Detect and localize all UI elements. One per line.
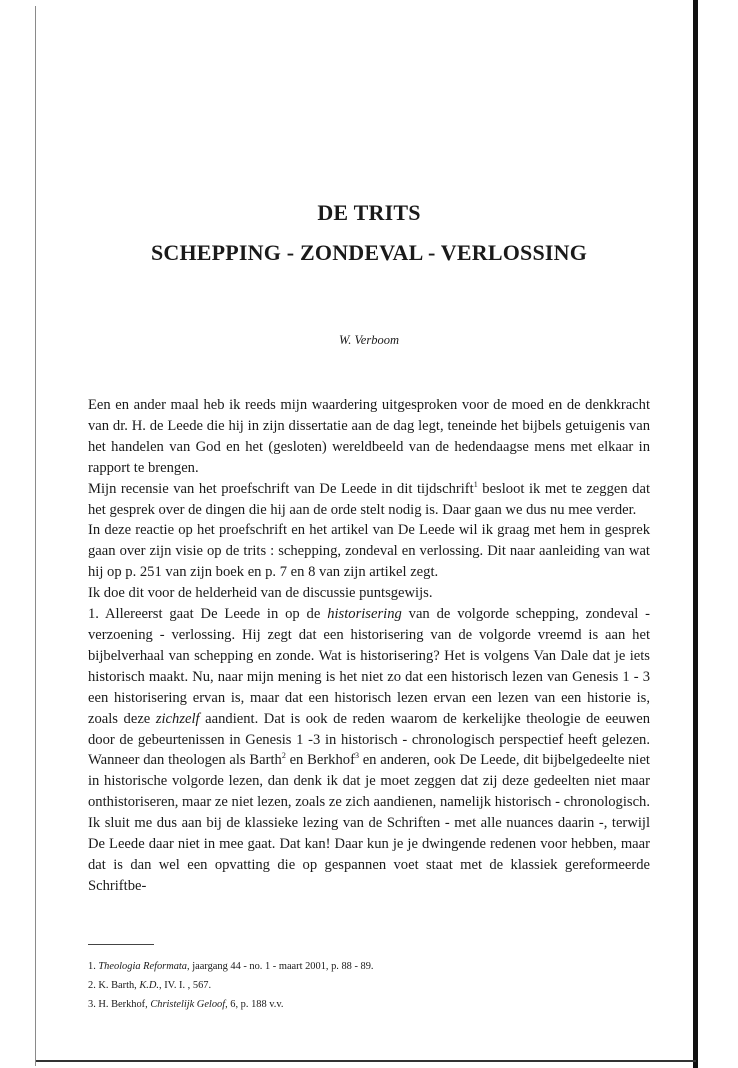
footnote-ref-3: 3	[354, 751, 359, 761]
title-line-2: SCHEPPING - ZONDEVAL - VERLOSSING	[150, 240, 588, 265]
paragraph-text: Mijn recensie van het proefschrift van De Leede in dit tijdschrift	[88, 480, 474, 497]
footnote-title: Theologia Reformata	[98, 961, 187, 972]
paragraph-text: Ik doe dit voor de helderheid van de discussie puntsgewijs.	[88, 585, 433, 602]
paragraph-text: 1. Allereerst gaat De Leede in op de	[88, 606, 328, 623]
paragraph-text: In deze reactie op het proefschrift en het artikel van De Leede wil ik graag met hem in gesprek gaan over zijn visie op de trits : schepping, zondeval en verlossing. Dit naar aanleiding van wat hij op p. 251 van zijn boek en p. 7 en 8 van zijn artikel zegt.	[88, 522, 650, 581]
paragraph-4	[88, 583, 650, 604]
paragraph-5	[88, 604, 650, 897]
footnote-ref-2: 2	[281, 751, 286, 761]
footnote-number: 2.	[88, 980, 99, 991]
footnote-title: Christelijk Geloof	[150, 999, 226, 1010]
footnote-text: , 6, p. 188 v.v.	[225, 999, 284, 1010]
article-body	[88, 395, 650, 897]
footnote-divider	[88, 944, 154, 945]
paragraph-text: van de volgorde schepping, zondeval - verzoening - verlossing. Hij zegt dat een historisering van de volgorde vreemd is aan het bijbelverhaal van schepping en zonde. Wat is historisering? Het is volgens Van Dale dat je iets historisch maakt. Nu, naar mijn mening is het niet zo dat een historisch lezen van Genesis 1 - 3 een historisering ervan is, maar dat een historisch lezen ervan een lezen van een historie is, zoals deze	[88, 606, 650, 727]
emphasis-historisering: historisering	[327, 606, 402, 623]
footnotes	[88, 957, 648, 1014]
author-name: W. Verboom	[339, 333, 399, 347]
paragraph-text: en anderen, ook De Leede, dit bijbelgedeelte niet in historische volgorde lezen, dan denk ik dat je moet zeggen dat zij deze gedeelten niet maar onthistoriseren, maar ze niet lezen, zoals ze zich aandienen, namelijk historisch - chronologisch. Ik sluit me dus aan bij de klassieke lezing van de Schriften - met alle nuances daarin -, terwijl De Leede daar niet in mee gaat. Dat kan! Daar kun je je dwingende redenen voor hebben, maar dat is dan wel een opvatting die op gespannen voet staat met de klassiek gereformeerde Schriftbe-	[88, 752, 650, 894]
footnote-2	[88, 976, 648, 995]
scan-edge-left	[35, 6, 36, 1066]
paragraph-1	[88, 395, 650, 479]
footnote-3	[88, 995, 648, 1014]
footnote-number: 3.	[88, 999, 99, 1010]
title-line-1: DE TRITS	[317, 200, 421, 225]
footnote-text: , jaargang 44 - no. 1 - maart 2001, p. 88 - 89.	[187, 961, 374, 972]
emphasis-zichzelf: zichzelf	[155, 710, 200, 727]
paragraph-3	[88, 520, 650, 583]
paragraph-text: aandient. Dat is ook de reden waarom de kerkelijke theologie de eeuwen door de gebeurtenissen in Genesis 1 -3 in historisch - chronologisch perspectief heeft gelezen. Wanneer dan theologen als Barth	[88, 710, 650, 769]
footnote-author: K. Barth,	[98, 980, 140, 991]
footnote-author: H. Berkhof,	[98, 999, 151, 1010]
scan-edge-bottom	[36, 1060, 696, 1062]
footnote-number: 1.	[88, 961, 99, 972]
paragraph-text: en Berkhof	[285, 752, 355, 769]
footnote-ref-1: 1	[473, 479, 478, 489]
footnote-1	[88, 957, 648, 976]
footnote-text: , IV. I. , 567.	[159, 980, 212, 991]
paragraph-2	[88, 479, 650, 521]
footnote-title: K.D.	[139, 980, 160, 991]
paragraph-text: besloot ik met te zeggen dat het gesprek over de dingen die hij aan de orde stelt nodig is. Daar gaan we dus nu mee verder.	[88, 480, 651, 518]
paragraph-text: Een en ander maal heb ik reeds mijn waardering uitgesproken voor de moed en de denkkracht van dr. H. de Leede die hij in zijn dissertatie aan de dag legt, teneinde het bijbels getuigenis van het handelen van God en het (gesloten) wereldbeeld van de hedendaagse mens met elkaar in rapport te brengen.	[88, 397, 650, 476]
scan-edge-right	[693, 0, 698, 1068]
